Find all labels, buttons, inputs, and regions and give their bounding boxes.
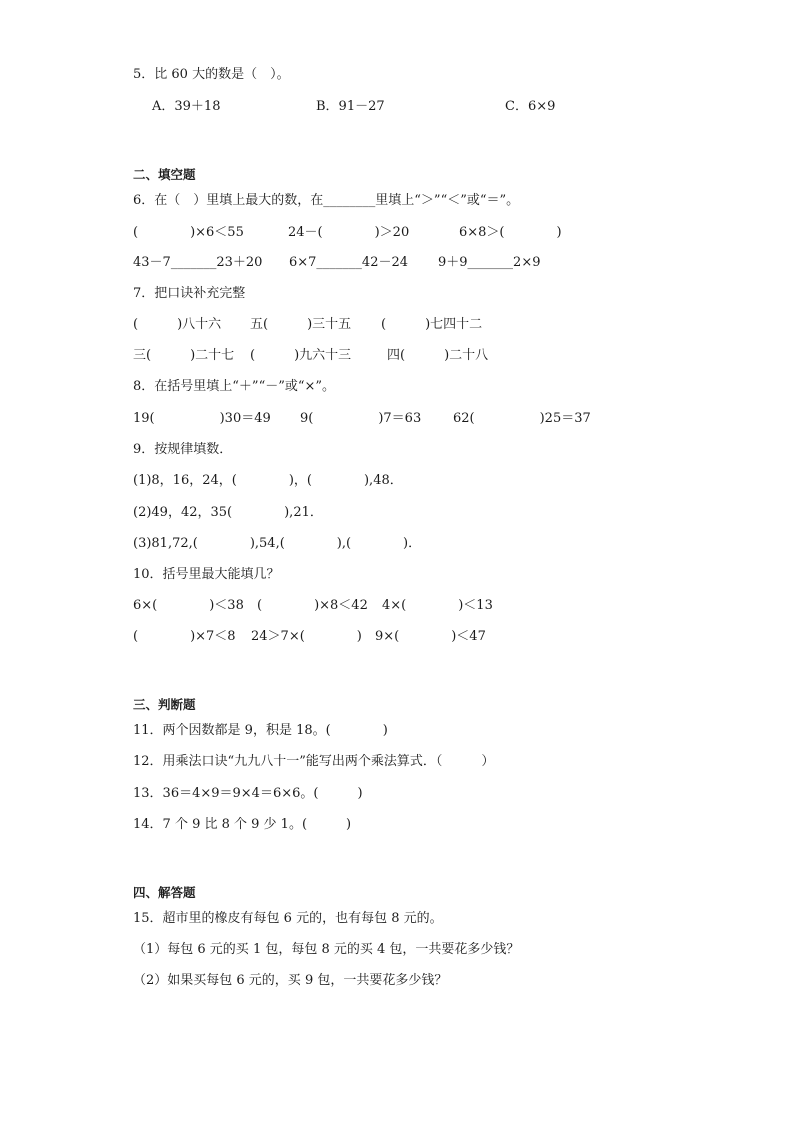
section4-title: 四、解答题 xyxy=(133,885,196,900)
q10-stem: 10．括号里最大能填几？ xyxy=(133,567,280,582)
q5-option-a: A．39＋18 xyxy=(152,99,221,114)
q8-r1-item3: 62( )25＝37 xyxy=(453,411,591,426)
q15-sub1: （1）每包 6 元的买 1 包，每包 8 元的买 4 包，一共要花多少钱？ xyxy=(133,942,520,957)
q10-r2-item3: 9×( )＜47 xyxy=(375,629,486,644)
q10-r1-item3: 4×( )＜13 xyxy=(382,598,493,613)
q5-option-b: B．91－27 xyxy=(316,99,385,114)
q10-r2-item2: 24＞7×( ) xyxy=(251,629,362,644)
q8-r1-item1: 19( )30＝49 xyxy=(133,411,271,426)
q14-text: 14．7 个 9 比 8 个 9 少 1。( ) xyxy=(133,817,352,832)
q6-stem: 6．在（ ）里填上最大的数，在________里填上“＞”“＜”或“＝”。 xyxy=(133,193,520,208)
q7-r2-item1: 三( )二十七 xyxy=(133,348,235,363)
q9-stem: 9．按规律填数． xyxy=(133,442,233,457)
q7-stem: 7．把口诀补充完整 xyxy=(133,286,246,301)
q6-r2-item2: 6×7_______42－24 xyxy=(289,255,409,270)
q12-text: 12．用乘法口诀“九九八十一”能写出两个乘法算式．（ ） xyxy=(133,754,495,769)
q5-stem: 5．比 60 大的数是（ ）。 xyxy=(133,67,290,82)
q7-r1-item3: ( )七四十二 xyxy=(381,317,483,332)
q15-sub2: （2）如果买每包 6 元的，买 9 包，一共要花多少钱？ xyxy=(133,973,448,988)
q7-r2-item2: ( )九六十三 xyxy=(250,348,352,363)
q7-r1-item1: ( )八十六 xyxy=(133,317,222,332)
q7-r2-item3: 四( )二十八 xyxy=(387,348,489,363)
q6-r1-item2: 24－( )＞20 xyxy=(288,225,410,240)
q10-r2-item1: ( )×7＜8 xyxy=(133,629,236,644)
q5-option-c: C．6×9 xyxy=(505,99,556,114)
q9-item2: (2)49，42，35( ),21． xyxy=(133,505,323,520)
q6-r1-item1: ( )×6＜55 xyxy=(133,225,244,240)
section2-title: 二、填空题 xyxy=(133,167,196,182)
q8-r1-item2: 9( )7＝63 xyxy=(300,411,422,426)
q10-r1-item2: ( )×8＜42 xyxy=(257,598,368,613)
q8-stem: 8．在括号里填上“＋”“－”或“×”。 xyxy=(133,379,336,394)
q9-item3: (3)81,72,( ),54,( ),( )． xyxy=(133,536,422,551)
q7-r1-item2: 五( )三十五 xyxy=(250,317,352,332)
q6-r2-item3: 9＋9_______2×9 xyxy=(438,255,541,270)
q13-text: 13．36＝4×9＝9×4＝6×6。( ) xyxy=(133,786,363,801)
q15-stem: 15．超市里的橡皮有每包 6 元的，也有每包 8 元的。 xyxy=(133,911,443,926)
section3-title: 三、判断题 xyxy=(133,697,196,712)
q10-r1-item1: 6×( )＜38 xyxy=(133,598,244,613)
q11-text: 11．两个因数都是 9，积是 18。( ) xyxy=(133,723,388,738)
q9-item1: (1)8，16，24，( )，( ),48． xyxy=(133,473,403,488)
q6-r2-item1: 43－7_______23＋20 xyxy=(133,255,263,270)
q6-r1-item3: 6×8＞( ) xyxy=(459,225,562,240)
